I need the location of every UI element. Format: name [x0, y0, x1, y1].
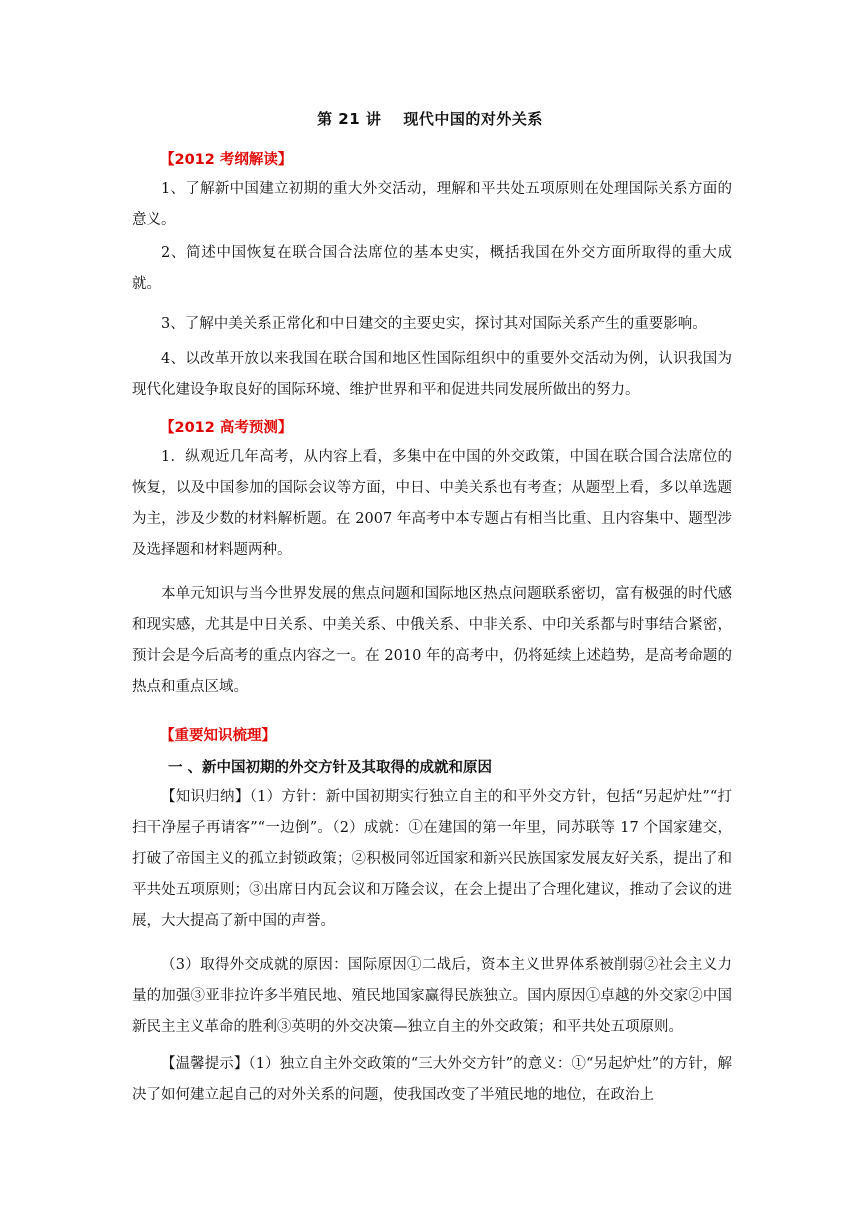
page-title — [0, 108, 860, 129]
section-heading-forecast: 【2012 高考预测】 — [160, 420, 293, 436]
forecast-paragraph-2: 本单元知识与当今世界发展的焦点问题和国际地区热点问题联系密切，富有极强的时代感和现实感，尤其是中日关系、中美关系、中俄关系、中非关系、中印关系都与时事结合紧密，预计会是今后高考的重点内容之一。在 2010 年的高考中，仍将延续上述趋势，是高考命题的热点和重点区域。 — [132, 586, 732, 695]
section-heading-syllabus: 【2012 考纲解读】 — [160, 152, 293, 168]
title-lesson-number: 第 21 讲 — [317, 110, 382, 128]
achievement-reasons-paragraph: （3）取得外交成就的原因：国际原因①二战后，资本主义世界体系被削弱②社会主义力量的加强③亚非拉许多半殖民地、殖民地国家赢得民族独立。国内原因①卓越的外交家②中国新民主主义革命的胜利③英明的外交决策—独立自主的外交政策；和平共处五项原则。 — [132, 957, 732, 1035]
syllabus-item-1: 1、了解新中国建立初期的重大外交活动，理解和平共处五项原则在处理国际关系方面的意义。 — [132, 181, 732, 228]
knowledge-summary-paragraph: 【知识归纳】（1）方针：新中国初期实行独立自主的和平外交方针，包括“另起炉灶”“打扫干净屋子再请客”“一边倒”。（2）成就：①在建国的第一年里，同苏联等 17 个国家建交，打破了帝国主义的孤立封锁政策；②积极同邻近国家和新兴民族国家发展友好关系，提出了和平共处五项原则；③出席日内瓦会议和万隆会议，在会上提出了合理化建议，推动了会议的进展，大大提高了新中国的声誉。 — [132, 789, 732, 929]
forecast-paragraph-1: 1．纵观近几年高考，从内容上看，多集中在中国的外交政策，中国在联合国合法席位的恢复，以及中国参加的国际会议等方面，中日、中美关系也有考查；从题型上看，多以单选题为主，涉及少数的材料解析题。在 2007 年高考中本专题占有相当比重、且内容集中、题型涉及选择题和材料题两种。 — [132, 449, 732, 558]
section-heading-knowledge: 【重要知识梳理】 — [160, 728, 276, 744]
title-topic: 现代中国的对外关系 — [403, 110, 543, 128]
syllabus-item-2: 2、简述中国恢复在联合国合法席位的基本史实，概括我国在外交方面所取得的重大成就。 — [132, 245, 732, 292]
syllabus-item-4: 4、以改革开放以来我国在联合国和地区性国际组织中的重要外交活动为例，认识我国为现代化建设争取良好的国际环境、维护世界和平和促进共同发展所做出的努力。 — [132, 351, 732, 398]
warm-tip-paragraph: 【温馨提示】（1）独立自主外交政策的“三大外交方针”的意义：①“另起炉灶”的方针，解决了如何建立起自己的对外关系的问题，使我国改变了半殖民地的地位，在政治上 — [132, 1056, 732, 1103]
syllabus-item-3: 3、了解中美关系正常化和中日建交的主要史实，探讨其对国际关系产生的重要影响。 — [161, 316, 707, 332]
subsection-heading-1: 一 、新中国初期的外交方针及其取得的成就和原因 — [168, 760, 493, 776]
